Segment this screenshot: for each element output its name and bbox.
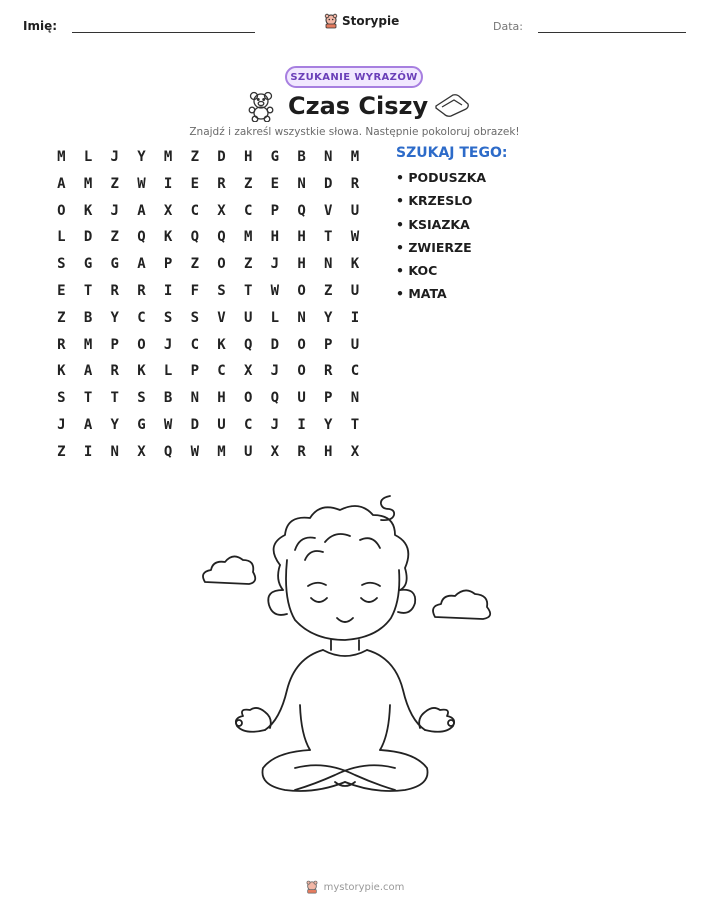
- grid-letter[interactable]: J: [270, 256, 280, 273]
- grid-letter[interactable]: Q: [137, 229, 146, 246]
- grid-letter[interactable]: G: [270, 149, 280, 165]
- grid-letter[interactable]: I: [297, 416, 306, 433]
- grid-letter[interactable]: I: [163, 282, 173, 299]
- grid-letter[interactable]: N: [297, 175, 306, 192]
- grid-letter[interactable]: S: [163, 309, 173, 326]
- grid-letter[interactable]: Z: [57, 309, 66, 326]
- grid-letter[interactable]: M: [217, 443, 226, 460]
- grid-letter[interactable]: D: [217, 149, 226, 165]
- meditating-child-illustration[interactable]: [195, 490, 515, 810]
- grid-letter[interactable]: U: [243, 443, 253, 460]
- grid-letter[interactable]: Q: [243, 336, 253, 353]
- instructions: [0, 126, 709, 138]
- storypie-logo-icon: [305, 880, 319, 894]
- grid-letter[interactable]: M: [243, 229, 253, 246]
- word-list: [396, 145, 507, 310]
- grid-letter[interactable]: L: [83, 149, 93, 165]
- grid-letter[interactable]: I: [163, 175, 173, 192]
- word-list-item: • MATA: [396, 286, 447, 302]
- grid-letter[interactable]: J: [270, 416, 280, 433]
- grid-letter[interactable]: S: [217, 282, 226, 299]
- grid-letter[interactable]: Z: [110, 175, 119, 192]
- grid-letter[interactable]: R: [137, 282, 146, 299]
- grid-letter[interactable]: W: [137, 175, 146, 192]
- grid-letter[interactable]: X: [350, 443, 360, 460]
- grid-letter[interactable]: C: [190, 336, 199, 353]
- grid-letter[interactable]: J: [110, 149, 119, 165]
- grid-letter[interactable]: Y: [137, 149, 146, 165]
- grid-letter[interactable]: C: [243, 416, 253, 433]
- grid-letter[interactable]: N: [297, 309, 306, 326]
- grid-letter[interactable]: A: [83, 416, 93, 433]
- grid-letter[interactable]: T: [83, 282, 93, 299]
- grid-letter[interactable]: G: [137, 416, 146, 433]
- grid-letter[interactable]: C: [137, 309, 146, 326]
- grid-letter[interactable]: N: [324, 256, 333, 273]
- grid-letter[interactable]: P: [110, 336, 119, 353]
- grid-letter[interactable]: C: [190, 202, 199, 219]
- grid-letter[interactable]: Z: [190, 256, 199, 273]
- grid-letter[interactable]: J: [163, 336, 173, 353]
- grid-letter[interactable]: R: [297, 443, 306, 460]
- grid-letter[interactable]: O: [217, 256, 226, 273]
- grid-letter[interactable]: K: [350, 256, 360, 273]
- grid-letter[interactable]: L: [163, 363, 173, 380]
- word-list-title: SZUKAJ TEGO:: [396, 145, 508, 161]
- grid-letter[interactable]: Q: [163, 443, 173, 460]
- grid-letter[interactable]: Z: [324, 282, 333, 299]
- word-search-grid: [48, 147, 368, 469]
- page-title: Czas Ciszy: [288, 92, 429, 120]
- grid-letter[interactable]: G: [110, 256, 119, 273]
- grid-letter[interactable]: H: [297, 229, 306, 246]
- grid-letter[interactable]: P: [324, 336, 333, 353]
- word-list-item: • KSIAZKA: [396, 216, 470, 232]
- grid-letter[interactable]: Q: [270, 390, 280, 407]
- grid-letter[interactable]: Z: [110, 229, 119, 246]
- grid-letter[interactable]: X: [163, 202, 173, 219]
- instructions-text: Znajdź i zakreśl wszystkie słowa. Następnie pokoloruj obrazek!: [189, 126, 520, 138]
- grid-letter[interactable]: C: [217, 363, 226, 380]
- grid-letter[interactable]: S: [137, 390, 146, 407]
- grid-letter[interactable]: P: [324, 390, 333, 407]
- footer: [0, 880, 709, 894]
- date-label: Data:: [493, 20, 523, 33]
- grid-letter[interactable]: W: [270, 282, 280, 299]
- grid-letter[interactable]: Q: [190, 229, 199, 246]
- grid-letter[interactable]: I: [350, 309, 360, 326]
- grid-letter[interactable]: E: [57, 282, 66, 299]
- grid-letter[interactable]: D: [324, 175, 333, 192]
- grid-letter[interactable]: M: [163, 149, 173, 165]
- grid-letter[interactable]: A: [137, 202, 146, 219]
- word-list-item: • KRZESLO: [396, 193, 473, 209]
- grid-letter[interactable]: W: [163, 416, 173, 433]
- grid-letter[interactable]: M: [83, 175, 93, 192]
- grid-letter[interactable]: L: [270, 309, 280, 326]
- grid-letter[interactable]: Y: [324, 416, 333, 433]
- teddy-bear-icon: [245, 90, 277, 122]
- activity-badge: SZUKANIE WYRAZÓW: [285, 66, 423, 88]
- grid-letter[interactable]: F: [190, 282, 199, 299]
- grid-letter[interactable]: E: [270, 175, 280, 192]
- grid-letter[interactable]: K: [217, 336, 226, 353]
- brand-name: Storypie: [342, 14, 400, 28]
- grid-letter[interactable]: B: [297, 149, 306, 165]
- grid-letter[interactable]: R: [57, 336, 66, 353]
- grid-letter[interactable]: O: [297, 363, 306, 380]
- grid-letter[interactable]: N: [190, 390, 199, 407]
- grid-letter[interactable]: X: [137, 443, 146, 460]
- grid-letter[interactable]: H: [297, 256, 306, 273]
- grid-letter[interactable]: V: [324, 202, 333, 219]
- grid-letter[interactable]: Q: [297, 202, 306, 219]
- grid-letter[interactable]: R: [110, 363, 119, 380]
- grid-letter[interactable]: A: [57, 175, 66, 192]
- grid-letter[interactable]: O: [137, 336, 146, 353]
- grid-letter[interactable]: S: [57, 390, 66, 407]
- grid-letter[interactable]: S: [190, 309, 199, 326]
- grid-letter[interactable]: X: [243, 363, 253, 380]
- grid-letter[interactable]: M: [350, 149, 360, 165]
- grid-letter[interactable]: C: [350, 363, 360, 380]
- grid-letter[interactable]: O: [57, 202, 66, 219]
- grid-letter[interactable]: T: [83, 390, 93, 407]
- footer-url[interactable]: mystorypie.com: [323, 881, 405, 893]
- grid-letter[interactable]: J: [110, 202, 119, 219]
- name-field: [23, 19, 57, 33]
- word-list-item: • PODUSZKA: [396, 170, 487, 185]
- grid-letter[interactable]: I: [83, 443, 93, 460]
- grid-letter[interactable]: K: [83, 202, 93, 219]
- grid-letter[interactable]: D: [270, 336, 280, 353]
- grid-letter[interactable]: K: [163, 229, 173, 246]
- grid-letter[interactable]: R: [110, 282, 119, 299]
- grid-letter[interactable]: J: [270, 363, 280, 380]
- grid-letter[interactable]: B: [163, 390, 173, 407]
- grid-letter[interactable]: Y: [110, 416, 119, 433]
- grid-letter[interactable]: D: [190, 416, 199, 433]
- brand-logo: [323, 13, 399, 29]
- grid-letter[interactable]: K: [137, 363, 146, 380]
- grid-letter[interactable]: O: [243, 390, 253, 407]
- grid-letter[interactable]: T: [243, 282, 253, 299]
- grid-letter[interactable]: Z: [243, 256, 253, 273]
- grid-letter[interactable]: R: [217, 175, 226, 192]
- name-line[interactable]: [72, 32, 255, 33]
- grid-letter[interactable]: U: [297, 390, 306, 407]
- grid-letter[interactable]: J: [57, 416, 66, 433]
- grid-letter[interactable]: S: [57, 256, 66, 273]
- grid-letter[interactable]: H: [243, 149, 253, 165]
- grid-letter[interactable]: D: [83, 229, 93, 246]
- grid-letter[interactable]: N: [110, 443, 119, 460]
- grid-letter[interactable]: N: [324, 149, 333, 165]
- grid-letter[interactable]: U: [350, 202, 360, 219]
- grid-letter[interactable]: U: [243, 309, 253, 326]
- grid-letter[interactable]: T: [350, 416, 360, 433]
- grid-letter[interactable]: Z: [190, 149, 199, 165]
- grid-letter[interactable]: W: [350, 229, 360, 246]
- grid-letter[interactable]: V: [217, 309, 226, 326]
- name-label: Imię:: [23, 19, 58, 33]
- grid-letter[interactable]: W: [190, 443, 199, 460]
- grid-letter[interactable]: A: [137, 256, 146, 273]
- grid-letter[interactable]: R: [324, 363, 333, 380]
- grid-letter[interactable]: Z: [243, 175, 253, 192]
- date-line[interactable]: [538, 32, 686, 33]
- grid-letter[interactable]: U: [217, 416, 226, 433]
- title-row: [240, 88, 480, 126]
- grid-letter[interactable]: O: [297, 336, 306, 353]
- grid-letter[interactable]: Q: [217, 229, 226, 246]
- grid-letter[interactable]: R: [350, 175, 360, 192]
- grid-letter[interactable]: H: [217, 390, 226, 407]
- grid-letter[interactable]: Z: [57, 443, 66, 460]
- grid-letter[interactable]: C: [243, 202, 253, 219]
- grid-letter[interactable]: P: [190, 363, 199, 380]
- grid-letter[interactable]: T: [110, 390, 119, 407]
- grid-letter[interactable]: B: [83, 309, 93, 326]
- grid-letter[interactable]: T: [324, 229, 333, 246]
- grid-letter[interactable]: Y: [324, 309, 333, 326]
- word-list-item: • KOC: [396, 263, 438, 279]
- grid-letter[interactable]: H: [324, 443, 333, 460]
- word-list-item: • ZWIERZE: [396, 239, 472, 255]
- grid-letter[interactable]: Y: [110, 309, 119, 326]
- storypie-logo-icon: [323, 13, 339, 29]
- grid-letter[interactable]: N: [350, 390, 360, 407]
- grid-letter[interactable]: U: [350, 336, 360, 353]
- grid-letter[interactable]: P: [270, 202, 280, 219]
- grid-letter[interactable]: X: [217, 202, 226, 219]
- grid-letter[interactable]: M: [57, 149, 66, 165]
- grid-letter[interactable]: X: [270, 443, 280, 460]
- grid-letter[interactable]: O: [297, 282, 306, 299]
- grid-letter[interactable]: L: [57, 229, 66, 246]
- grid-letter[interactable]: E: [190, 175, 199, 192]
- grid-letter[interactable]: M: [83, 336, 93, 353]
- grid-letter[interactable]: H: [270, 229, 280, 246]
- grid-letter[interactable]: K: [57, 363, 66, 380]
- grid-letter[interactable]: P: [163, 256, 173, 273]
- grid-letter[interactable]: U: [350, 282, 360, 299]
- grid-letter[interactable]: A: [83, 363, 93, 380]
- pillow-icon: [433, 92, 471, 118]
- grid-letter[interactable]: G: [83, 256, 93, 273]
